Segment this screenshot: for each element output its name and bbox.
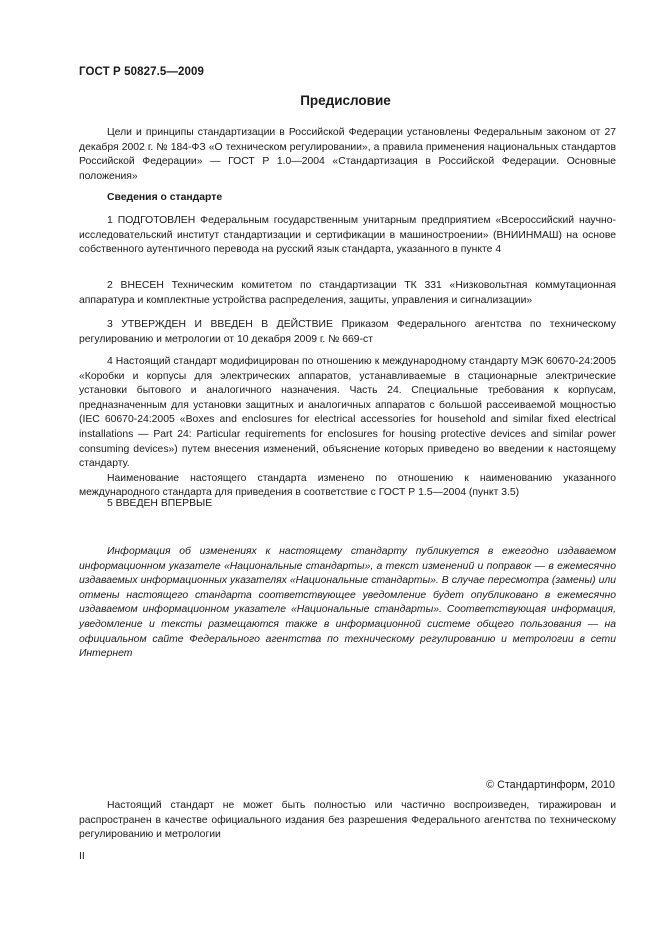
page-title: Предисловие: [300, 93, 391, 108]
item-4-text: 4 Настоящий стандарт модифицирован по отношению к международному стандарту МЭК 60670-24:2005 «Коробки и корпусы для электрических аппаратов, устанавливаемые в стационарные электрические установки бытового и аналогичного назначения. Часть 24. Специальные требования к корпусам, предназначенным для установки защитных и аналогичных аппаратов с большой рассеиваемой мощностью (IEC 60670-24:2005 «Boxes and enclosures for electrical accessories for household and similar fixed electrical installations — Part 24: Particular requirements for enclosures for housing protective devices and similar power consuming devices») путем внесения изменений, объяснение которых приведено во введении к настоящему стандарту.: [79, 356, 616, 470]
information-notice: [79, 545, 616, 662]
reproduction-notice-text: Настоящий стандарт не может быть полностью или частично воспроизведен, тиражирован и распространен в качестве официального издания без разрешения Федерального агентства по техническому регулированию и метрологии: [79, 800, 616, 841]
reproduction-notice: [79, 799, 616, 843]
item-2: [79, 279, 616, 308]
item-3-text: 3 УТВЕРЖДЕН И ВВЕДЕН В ДЕЙСТВИЕ Приказом Федерального агентства по техническому регулированию и метрологии от 10 декабря 2009 г. № 669-ст: [79, 319, 616, 345]
item-4-note: Наименование настоящего стандарта изменено по отношению к наименованию указанного международного стандарта для приведения в соответствие с ГОСТ Р 1.5—2004 (пункт 3.5): [79, 472, 616, 499]
item-5: [79, 497, 616, 512]
item-1: [79, 214, 616, 258]
section-subheading: Сведения о стандарте: [107, 192, 223, 203]
item-4: [79, 355, 616, 501]
item-3: [79, 318, 616, 347]
subheading-block: [79, 191, 616, 206]
document-code-header: ГОСТ Р 50827.5—2009: [79, 66, 204, 78]
item-2-text: 2 ВНЕСЕН Техническим комитетом по стандартизации ТК 331 «Низковольтная коммутационная аппаратура и комплектные устройства распределения, защиты, управления и сигнализации»: [79, 280, 616, 306]
copyright-notice: © Стандартинформ, 2010: [486, 779, 615, 791]
page-number: II: [79, 851, 85, 862]
intro-text: Цели и принципы стандартизации в Российской Федерации установлены Федеральным законом от 27 декабря 2002 г. № 184-ФЗ «О техническом регулировании», а правила применения национальных стандартов Российской Федерации» — ГОСТ Р 1.0—2004 «Стандартизация в Российской Федерации. Основные положения»: [79, 127, 616, 182]
intro-paragraph: [79, 126, 616, 184]
item-1-text: 1 ПОДГОТОВЛЕН Федеральным государственным унитарным предприятием «Всероссийский научно-исследовательский институт стандартизации и сертификации в машиностроении» (ВНИИНМАШ) на основе собственного аутентичного перевода на русский язык стандарта, указанного в пункте 4: [79, 215, 616, 256]
item-5-text: 5 ВВЕДЕН ВПЕРВЫЕ: [107, 498, 213, 509]
information-notice-text: Информация об изменениях к настоящему стандарту публикуется в ежегодно издаваемом информационном указателе «Национальные стандарты», а текст изменений и поправок — в ежемесячно издаваемых информационных указателях «Национальные стандарты». В случае пересмотра (замены) или отмены настоящего стандарта соответствующее уведомление будет опубликовано в ежемесячно издаваемом информационном указателе «Национальные стандарты». Соответствующая информация, уведомление и тексты размещаются также в информационной системе общего пользования — на официальном сайте Федерального агентства по техническому регулированию и метрологии в сети Интернет: [79, 546, 616, 660]
